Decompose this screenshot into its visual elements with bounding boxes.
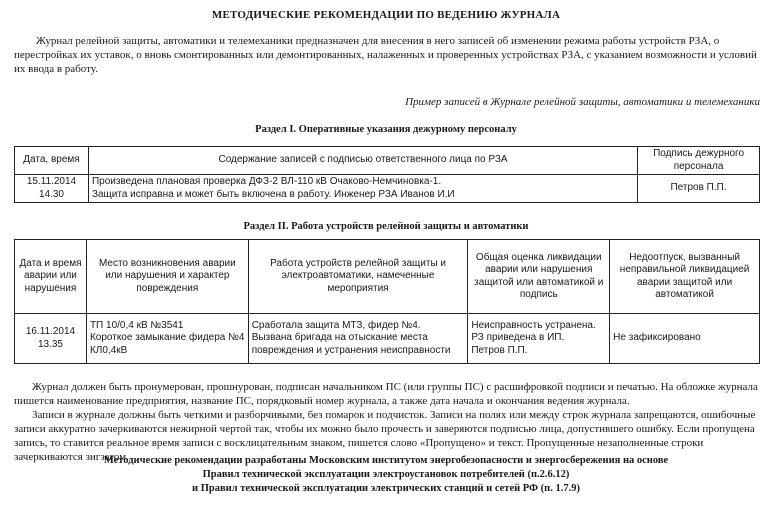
rules-paragraph: Журнал должен быть пронумерован, прошнурован, подписан начальником ПС (или группы ПС) с расшифровкой подписи и печатью. На обложке журнала пишется наименование предприятия, название ПС, порядковый номер журнала, а также дата начала и окончания ведения журнала. [14, 381, 758, 407]
accident-time: 13.35 [37, 338, 63, 350]
work-line: Сработала защита МТЗ, фидер №4. [251, 319, 421, 331]
table-header-row [15, 240, 760, 314]
header-date-time: Дата, время [15, 147, 89, 175]
header-place: Место возникновения аварии или нарушения и характер повреждения [86, 240, 248, 314]
place-line: Короткое замыкание фидера №4 КЛ0,4кВ [89, 332, 245, 356]
rules-text [14, 380, 764, 464]
header-content: Содержание записей с подписью ответственного лица по РЗА [88, 147, 637, 175]
cell-place [86, 314, 248, 364]
table-header-row [15, 147, 760, 175]
example-caption: Пример записей в Журнале релейной защиты, автоматики и телемеханики [405, 96, 760, 108]
document-title: МЕТОДИЧЕСКИЕ РЕКОМЕНДАЦИИ ПО ВЕДЕНИЮ ЖУРНАЛА [211, 9, 561, 21]
content-line: Произведена плановая проверка ДФЗ-2 ВЛ-110 кВ Очаково-Немчиновка-1. [91, 176, 442, 187]
footer-line: и Правил технической эксплуатации электрических станций и сетей РФ (п. 1.7.9) [192, 483, 580, 494]
cell-accident-date [15, 314, 87, 364]
footer-line: Правил технической эксплуатации электроустановок потребителей (п.2.6.12) [202, 469, 570, 480]
assessment-line: Петров П.П. [471, 344, 528, 356]
cell-shortfall: Не зафиксировано [610, 314, 760, 364]
content-line: Защита исправна и может быть включена в работу. Инженер РЗА Иванов И.И [91, 188, 455, 200]
rules-paragraph: Записи в журнале должны быть четкими и разборчивыми, без помарок и подчисток. Записи на полях или между строк журнала запрещаются, ошибочные записи аккуратно зачеркиваются нежирной чертой так, чтобы их можно было прочесть и заверяются подписью лица, допустившего ошибку. Если пропущена запись, то ставится реальное время записи с восклицательным знаком, пишется слово «Пропущено» и текст. Пропущенные незаполненные строки зачеркиваются зигзагом. [14, 409, 756, 463]
header-signature: Подпись дежурного персонала [638, 147, 760, 175]
footer-line: Методические рекомендации разработаны Московским институтом энергобезопасности и энергосбережения на основе [103, 455, 669, 466]
header-accident-date: Дата и время аварии или нарушения [15, 240, 87, 314]
header-assessment: Общая оценка ликвидации аварии или нарушения защитой или автоматикой и подпись [468, 240, 610, 314]
cell-content [88, 175, 637, 203]
cell-work [248, 314, 468, 364]
assessment-line: РЗ приведена в ИП. [471, 332, 565, 344]
section1-heading: Раздел I. Оперативные указания дежурному персоналу [255, 124, 517, 135]
accident-date: 16.11.2014 [25, 326, 76, 337]
section2-table [14, 239, 760, 364]
footer-note [0, 454, 772, 496]
intro-paragraph: Журнал релейной защиты, автоматики и телемеханики предназначен для внесения в него записей об изменении режима работы устройств РЗА, о перестройках их уставок, о вновь смонтированных или демонтированных, налаженных и проверенных устройствах РЗА, с указанием возможности и условий их ввода в работу. [14, 35, 757, 75]
cell-date-time [15, 175, 89, 203]
header-work: Работа устройств релейной защиты и электроавтоматики, намеченные мероприятия [248, 240, 468, 314]
header-shortfall: Недоотпуск, вызванный неправильной ликвидацией аварии защитой или автоматикой [610, 240, 760, 314]
cell-assessment [468, 314, 610, 364]
section1-table [14, 146, 760, 203]
place-line: ТП 10/0,4 кВ №3541 [89, 319, 184, 331]
table-row [15, 175, 760, 203]
section2-heading: Раздел II. Работа устройств релейной защиты и автоматики [243, 221, 529, 232]
table-row [15, 314, 760, 364]
cell-signature: Петров П.П. [638, 175, 760, 203]
work-line: Вызвана бригада на отыскание места повреждения и устранения неисправности [251, 332, 451, 356]
entry-date: 15.11.2014 [26, 176, 77, 187]
assessment-line: Неисправность устранена. [471, 319, 596, 331]
entry-time: 14.30 [38, 188, 64, 200]
